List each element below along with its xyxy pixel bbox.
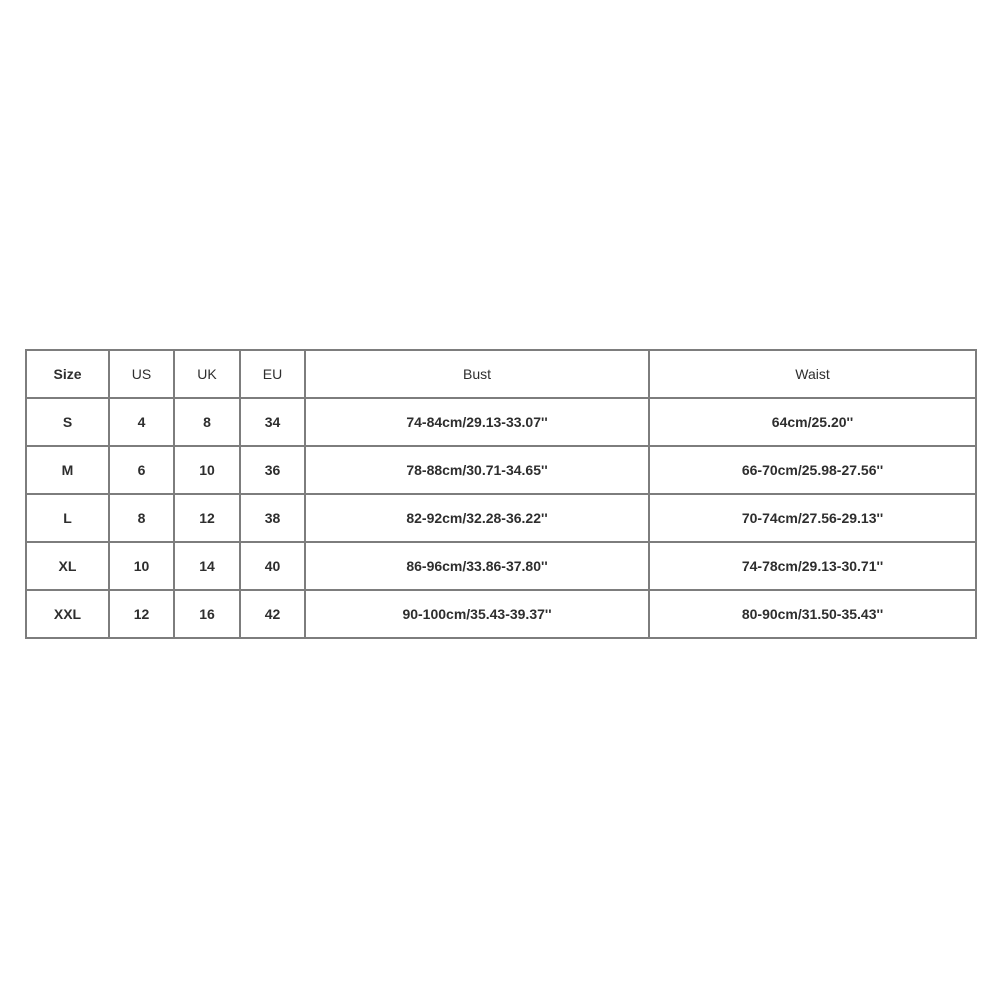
cell-bust: 78-88cm/30.71-34.65'' xyxy=(305,446,649,494)
cell-bust: 74-84cm/29.13-33.07'' xyxy=(305,398,649,446)
cell-us: 6 xyxy=(109,446,174,494)
cell-eu: 40 xyxy=(240,542,305,590)
cell-waist: 74-78cm/29.13-30.71'' xyxy=(649,542,976,590)
cell-uk: 16 xyxy=(174,590,240,638)
cell-eu: 38 xyxy=(240,494,305,542)
cell-size: M xyxy=(26,446,109,494)
cell-us: 8 xyxy=(109,494,174,542)
cell-us: 4 xyxy=(109,398,174,446)
cell-waist: 66-70cm/25.98-27.56'' xyxy=(649,446,976,494)
size-chart-table xyxy=(25,349,977,639)
cell-us: 10 xyxy=(109,542,174,590)
table-row xyxy=(26,542,976,590)
table-row xyxy=(26,398,976,446)
cell-bust: 90-100cm/35.43-39.37'' xyxy=(305,590,649,638)
cell-bust: 86-96cm/33.86-37.80'' xyxy=(305,542,649,590)
cell-waist: 70-74cm/27.56-29.13'' xyxy=(649,494,976,542)
cell-size: S xyxy=(26,398,109,446)
table-row xyxy=(26,494,976,542)
header-size: Size xyxy=(26,350,109,398)
header-uk: UK xyxy=(174,350,240,398)
cell-waist: 80-90cm/31.50-35.43'' xyxy=(649,590,976,638)
cell-uk: 14 xyxy=(174,542,240,590)
cell-uk: 12 xyxy=(174,494,240,542)
header-row xyxy=(26,350,976,398)
cell-waist: 64cm/25.20'' xyxy=(649,398,976,446)
table-row xyxy=(26,590,976,638)
cell-us: 12 xyxy=(109,590,174,638)
cell-uk: 10 xyxy=(174,446,240,494)
header-waist: Waist xyxy=(649,350,976,398)
cell-eu: 34 xyxy=(240,398,305,446)
cell-eu: 42 xyxy=(240,590,305,638)
header-us: US xyxy=(109,350,174,398)
header-bust: Bust xyxy=(305,350,649,398)
table-row xyxy=(26,446,976,494)
cell-size: XL xyxy=(26,542,109,590)
cell-eu: 36 xyxy=(240,446,305,494)
header-eu: EU xyxy=(240,350,305,398)
cell-uk: 8 xyxy=(174,398,240,446)
cell-size: L xyxy=(26,494,109,542)
cell-bust: 82-92cm/32.28-36.22'' xyxy=(305,494,649,542)
cell-size: XXL xyxy=(26,590,109,638)
